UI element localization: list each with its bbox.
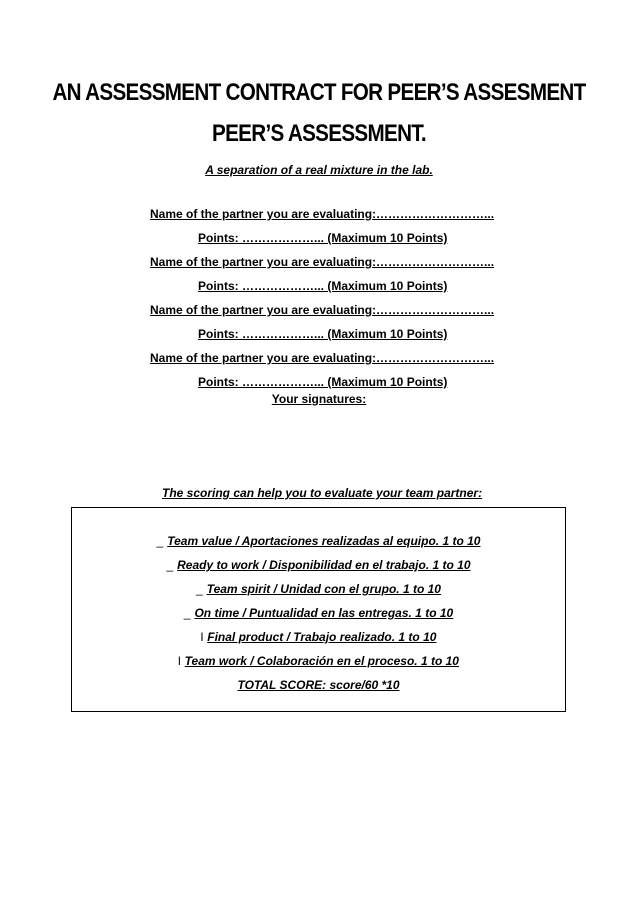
criterion-on-time bbox=[71, 606, 566, 630]
criterion-text: Team spirit / Unidad con el grupo. 1 to 10 bbox=[206, 582, 441, 596]
total-score-formula: TOTAL SCORE: score/60 *10 bbox=[237, 678, 400, 692]
criterion-team-value bbox=[71, 534, 566, 558]
criterion-ready-to-work bbox=[71, 558, 566, 582]
criterion-text: Team work / Colaboración en el proceso. 1 to 10 bbox=[184, 654, 459, 668]
partner-name-line-3: Name of the partner you are evaluating:………………………... bbox=[150, 303, 495, 317]
criterion-marker: _ bbox=[166, 558, 174, 572]
scoring-criteria-list bbox=[71, 534, 566, 678]
criterion-marker: _ bbox=[156, 534, 164, 548]
criterion-team-work bbox=[71, 654, 566, 678]
partner-name-line-2: Name of the partner you are evaluating:………………………... bbox=[150, 255, 495, 269]
document-title-line-2: PEER’S ASSESSMENT. bbox=[212, 120, 426, 147]
criterion-marker: l bbox=[200, 630, 204, 644]
partner-points-line-1: Points: ………………... (Maximum 10 Points) bbox=[198, 231, 448, 245]
partner-points-line-4: Points: ………………... (Maximum 10 Points) bbox=[198, 375, 448, 389]
criterion-marker: _ bbox=[196, 582, 203, 596]
criterion-marker: _ bbox=[183, 606, 191, 620]
document-title-line-1: AN ASSESSMENT CONTRACT FOR PEER’S ASSESMENT bbox=[52, 79, 586, 106]
criterion-text: Ready to work / Disponibilidad en el trabajo. 1 to 10 bbox=[177, 558, 471, 572]
scoring-intro: The scoring can help you to evaluate your team partner: bbox=[162, 486, 483, 500]
criterion-marker: l bbox=[178, 654, 181, 668]
signatures-label: Your signatures: bbox=[271, 392, 367, 406]
criterion-text: Team value / Aportaciones realizadas al equipo. 1 to 10 bbox=[167, 534, 481, 548]
partner-evaluation-list bbox=[150, 207, 570, 399]
partner-points-line-3: Points: ………………... (Maximum 10 Points) bbox=[198, 327, 448, 341]
partner-name-line-4: Name of the partner you are evaluating:………………………... bbox=[150, 351, 495, 365]
criterion-text: Final product / Trabajo realizado. 1 to 10 bbox=[207, 630, 437, 644]
criterion-text: On time / Puntualidad en las entregas. 1 to 10 bbox=[194, 606, 454, 620]
criterion-team-spirit bbox=[71, 582, 566, 606]
partner-points-line-2: Points: ………………... (Maximum 10 Points) bbox=[198, 279, 448, 293]
partner-name-line-1: Name of the partner you are evaluating:………………………... bbox=[150, 207, 495, 221]
document-subtitle: A separation of a real mixture in the lab. bbox=[205, 163, 433, 177]
criterion-final-product bbox=[71, 630, 566, 654]
